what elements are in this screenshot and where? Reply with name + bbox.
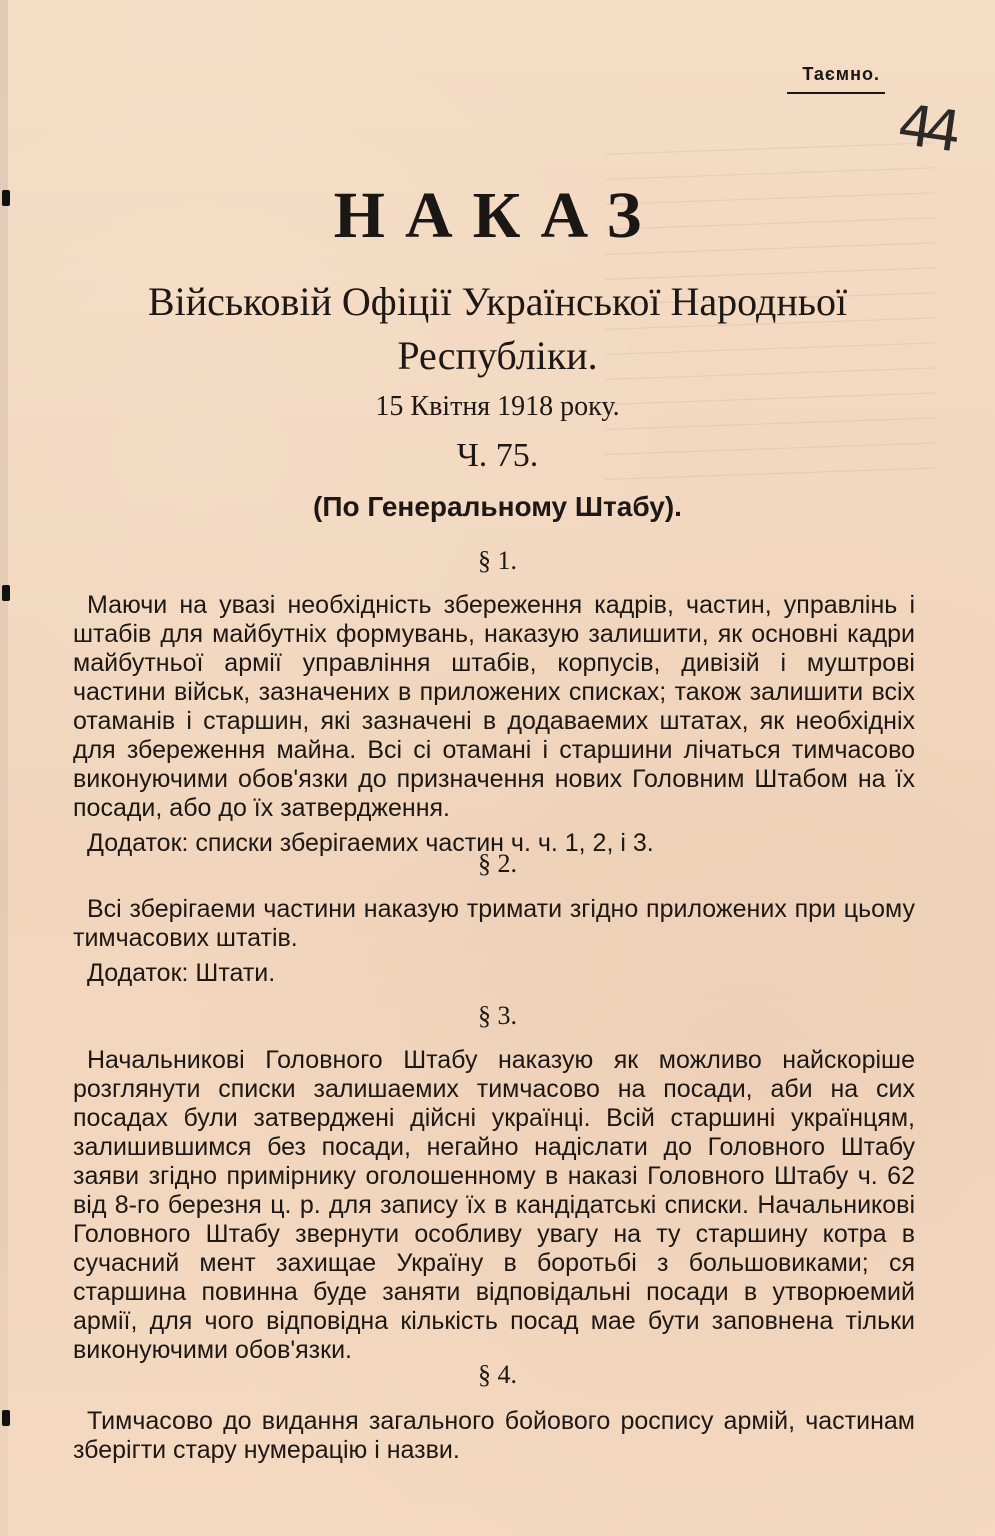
section-1-attachment: Додаток: списки зберігаемих частин ч. ч. 1, 2, і 3.: [87, 829, 654, 857]
document-subtitle: [60, 275, 935, 383]
section-2-text: [73, 895, 915, 988]
document-date: 15 Квітня 1918 року.: [375, 391, 620, 422]
handwritten-archive-number: 44: [893, 92, 958, 165]
section-3-mark: § 3.: [478, 1001, 517, 1030]
section-3-text: [73, 1046, 915, 1365]
subtitle-line-1: Військовій Офіції Української Народньої: [147, 279, 848, 324]
section-2-paragraph: Всі зберігаеми частини наказую тримати згідно приложених при цьому тимчасових штатів.: [73, 895, 915, 952]
section-2-mark: § 2.: [478, 849, 517, 878]
section-4-text: [73, 1407, 915, 1465]
document-number: Ч. 75.: [456, 437, 539, 474]
binding-hole-bottom: [2, 1410, 10, 1426]
classification-underline: [787, 92, 885, 94]
document-title: НАКАЗ: [333, 179, 662, 252]
section-1-mark: § 1.: [478, 546, 517, 575]
subtitle-line-2: Республіки.: [397, 333, 598, 378]
section-4-paragraph: Тимчасово до видання загального бойового роспису армій, частинам зберігти стару нумерацію і назви.: [73, 1407, 915, 1464]
section-4-mark: § 4.: [478, 1360, 517, 1389]
section-3-paragraph: Начальникові Головного Штабу наказую як можливо найскоріше розглянути списки залишаемих тимчасово на посади, аби на сих посадах були затверджені дійсні українці. Всій старшині українцям, залишившимся без посади, негайно надіслати до Головного Штабу заяви згідно примірнику оголошенному в наказі Головного Штабу ч. 62 від 8-го березня ц. р. для запису їх в кандідатські списки. Начальникові Головного Штабу звернути особливу увагу на ту старшину котра в сучасний мент захищае Україну в боротьбі з большовиками; ся старшина повинна буде заняти відповідальні посади в утворюемий армії, для чого відповідна кількість посад мае бути заповнена тільки виконуючими обов'язки.: [73, 1046, 915, 1364]
binding-hole-middle: [2, 585, 10, 601]
classification-label: Таємно.: [802, 64, 880, 84]
department-heading: (По Генеральному Штабу).: [313, 491, 682, 522]
section-1-text: [73, 591, 915, 858]
section-2-attachment: Додаток: Штати.: [87, 959, 276, 987]
section-1-paragraph: Маючи на увазі необхідність збереження кадрів, частин, управлінь і штабів для майбутніх формувань, наказую залишити, як основні кадри майбутньої армії управління штабів, корпусів, дивізій і муштрові частини військ, зазначених в приложених списках; також залишити всіх отаманів і старшин, які зазначені в додаваемих штатах, як необхідніх для збереження майна. Всі сі отамані і старшини лічаться тимчасово виконуючими обов'язки до призначення нових Головним Штабом на їх посади, або до їх затвердження.: [73, 591, 915, 822]
